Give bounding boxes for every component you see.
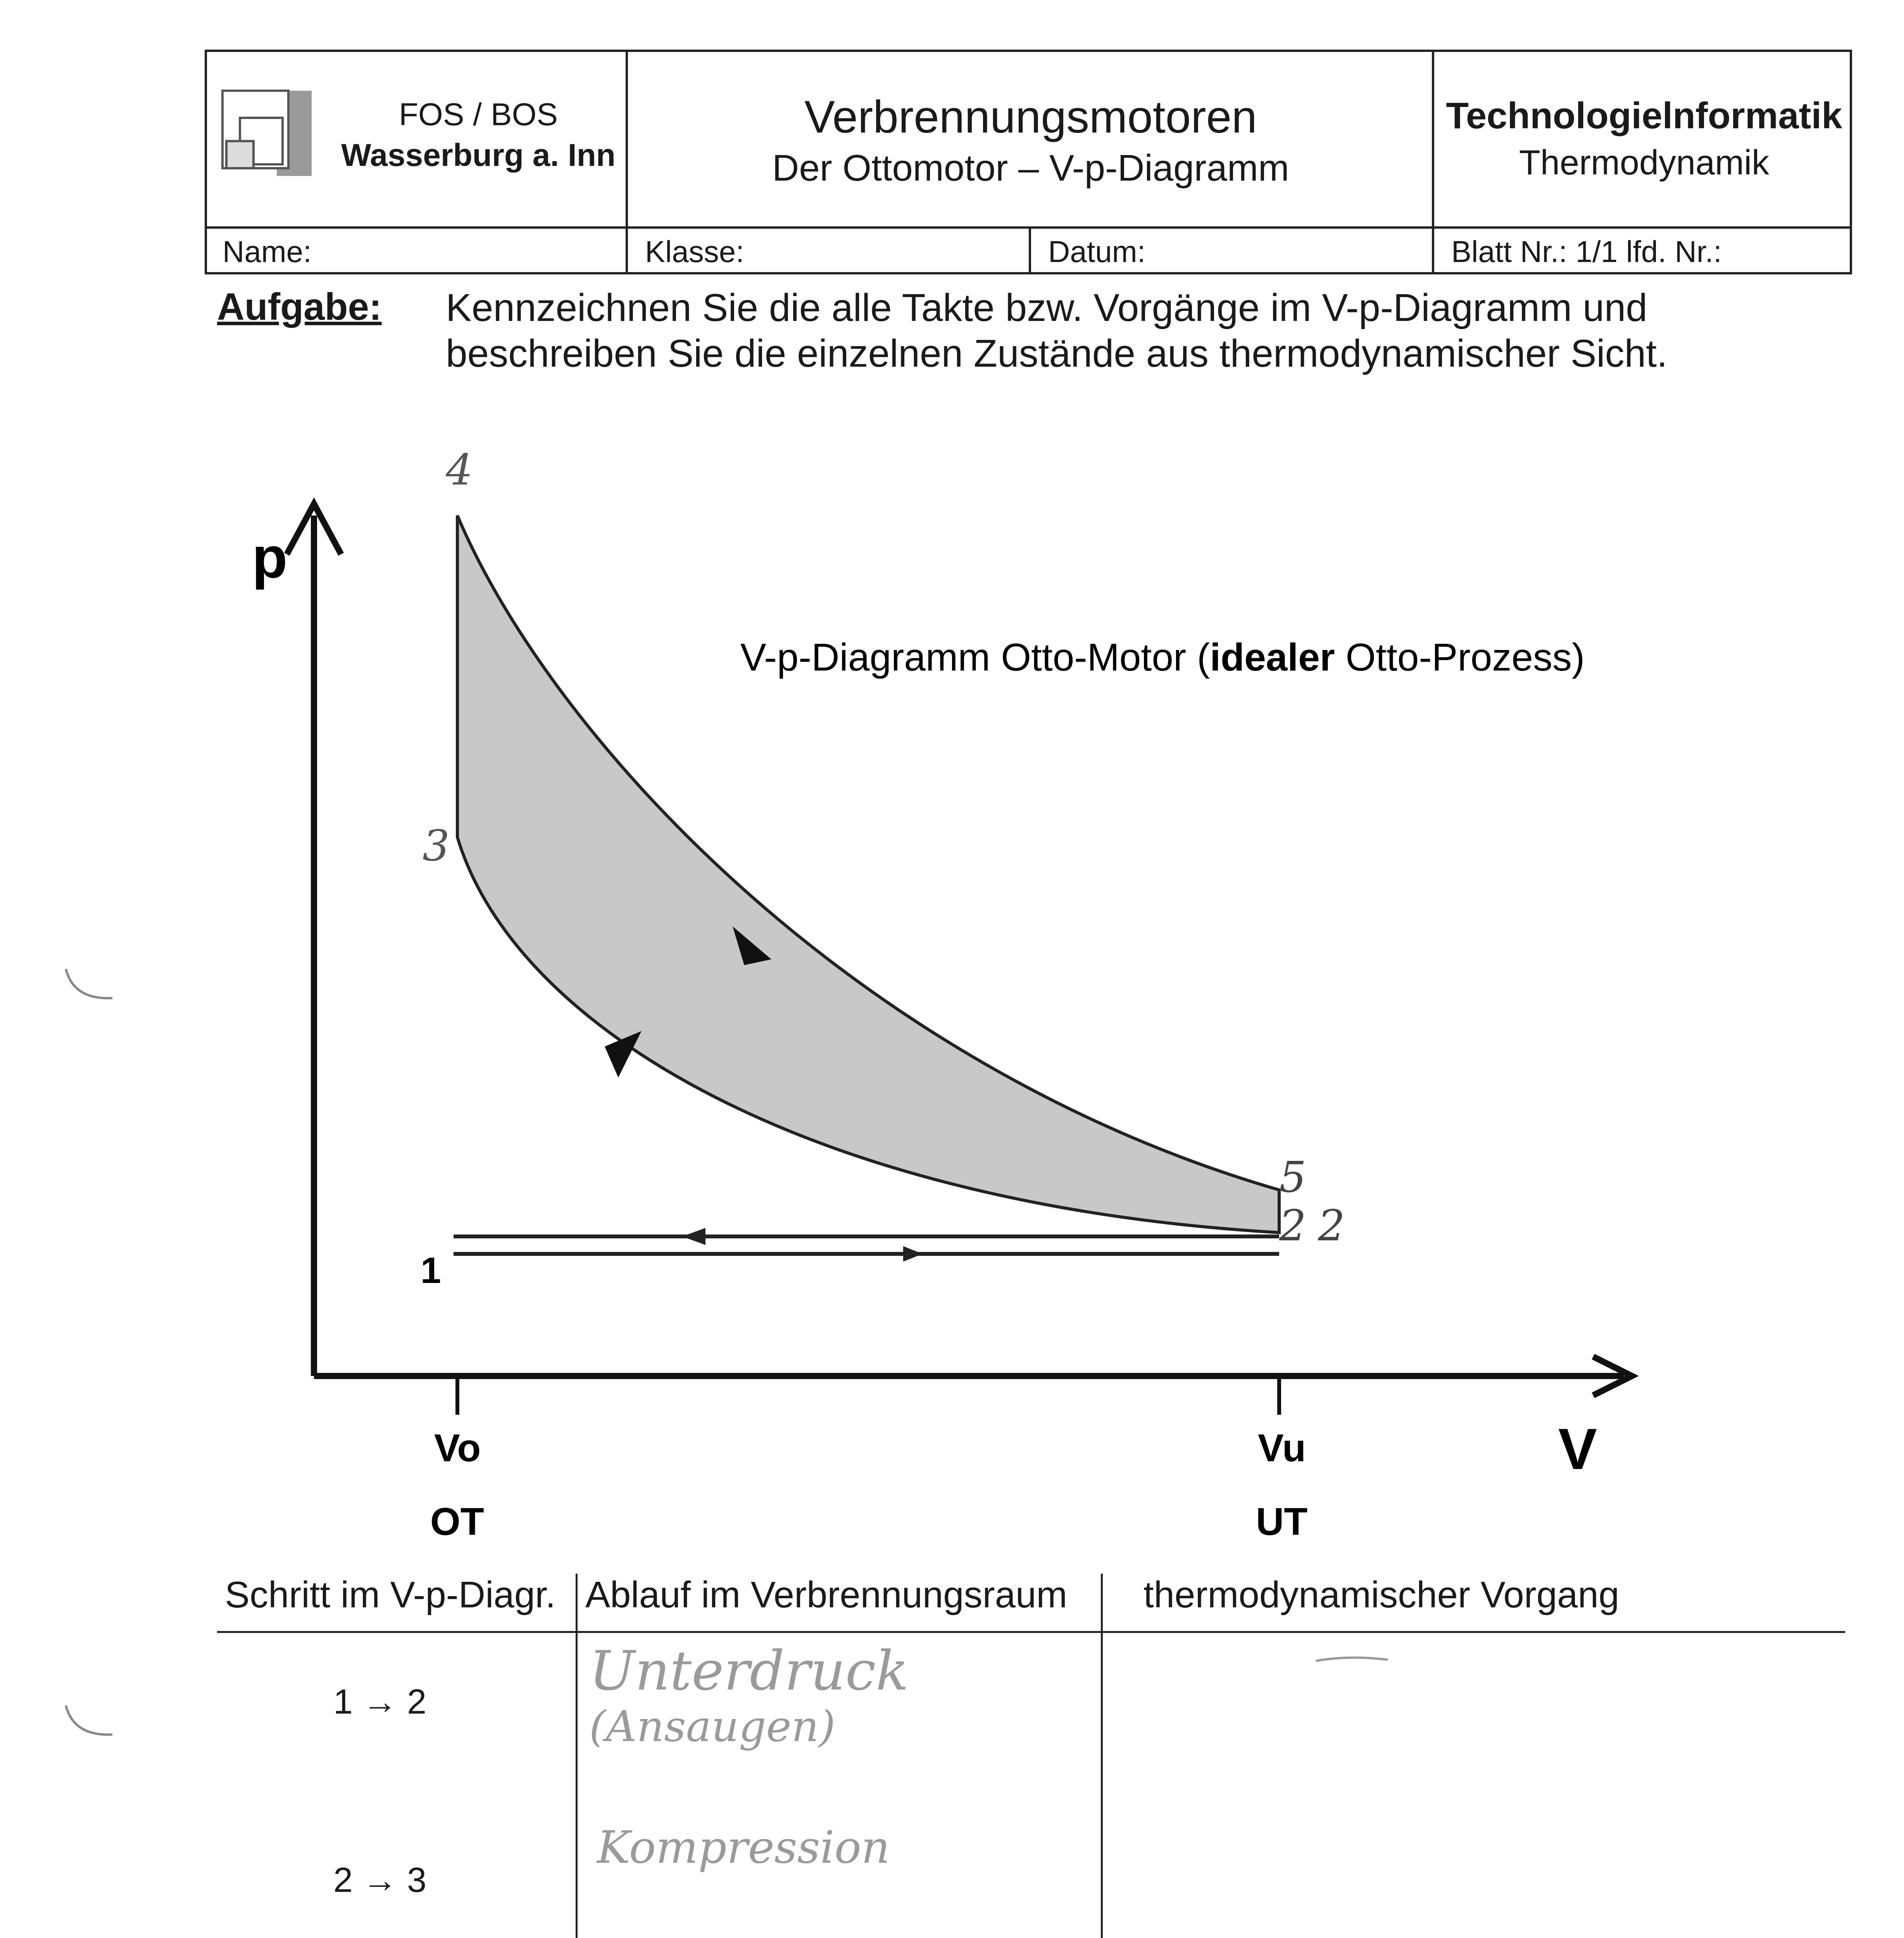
p-axis-label: p xyxy=(252,525,288,590)
table-header-rule xyxy=(217,1631,1845,1633)
table-header-step: Schritt im V-p-Diagr. xyxy=(225,1574,556,1616)
vu-label: Vu xyxy=(1258,1426,1306,1470)
vo-label: Vo xyxy=(434,1426,481,1470)
handwriting-ansaugen: (Ansaugen) xyxy=(589,1702,836,1751)
diagram-title-suffix: Otto-Prozess) xyxy=(1335,636,1585,679)
handwritten-point-3: 3 xyxy=(423,821,450,871)
step-1-2: 1 → 2 xyxy=(333,1683,427,1721)
diagram-title xyxy=(740,636,1585,679)
task-label: Aufgabe: xyxy=(217,285,382,328)
subject-title: Technologielnformatik xyxy=(1446,95,1842,136)
table-col-divider xyxy=(576,1574,578,1938)
diagram-title-bold: idealer xyxy=(1210,636,1335,679)
margin-mark xyxy=(58,961,116,1012)
subject-topic: Thermodynamik xyxy=(1519,143,1769,182)
table-header-process: Ablauf im Verbrennungsraum xyxy=(585,1574,1068,1616)
school-type: FOS / BOS xyxy=(398,97,558,132)
datum-field-label: Datum: xyxy=(1048,234,1146,269)
cycle-area xyxy=(457,516,1279,1233)
handwritten-point-4: 4 xyxy=(446,445,473,495)
school-logo-icon xyxy=(219,83,316,184)
header-box xyxy=(205,50,1852,274)
handwritten-point-2: 2 xyxy=(1279,1201,1306,1250)
header-field-divider xyxy=(1029,226,1031,272)
intake-arrow-icon xyxy=(903,1246,923,1262)
table-col-divider xyxy=(1101,1574,1103,1938)
step-2-3: 2 → 3 xyxy=(333,1861,427,1900)
klasse-field-label: Klasse: xyxy=(645,234,744,269)
diagram-title-prefix: V-p-Diagramm Otto-Motor ( xyxy=(740,636,1210,679)
vp-diagram xyxy=(0,426,1904,1589)
page-subtitle: Der Ottomotor – V-p-Diagramm xyxy=(772,147,1289,189)
handwriting-dash xyxy=(1314,1651,1392,1667)
exhaust-arrow-icon xyxy=(682,1228,705,1245)
header-col-divider xyxy=(626,52,628,272)
v-axis-label: V xyxy=(1558,1416,1597,1481)
handwriting-unterdruck: Unterdruck xyxy=(589,1640,909,1703)
handwritten-point-5: 5 xyxy=(1279,1152,1306,1202)
ot-label: OT xyxy=(430,1500,484,1543)
blatt-field-label: Blatt Nr.: 1/1 lfd. Nr.: xyxy=(1451,234,1722,269)
ut-label: UT xyxy=(1256,1500,1308,1543)
margin-mark xyxy=(58,1698,116,1748)
page-title: Verbrennungsmotoren xyxy=(804,91,1257,143)
table-header-thermo: thermodynamischer Vorgang xyxy=(1143,1574,1619,1616)
school-location: Wasserburg a. Inn xyxy=(341,138,616,173)
point-1-label: 1 xyxy=(421,1250,441,1291)
process-table xyxy=(217,1574,1845,1938)
task-text: Kennzeichnen Sie die alle Takte bzw. Vorgänge im V-p-Diagramm und beschreiben Sie die einzelnen Zustände aus thermodynamischer Sicht. xyxy=(446,286,1668,375)
header-divider xyxy=(207,226,1850,229)
handwriting-kompression: Kompression xyxy=(597,1822,890,1874)
handwritten-point-2-repeat: 2 xyxy=(1318,1201,1345,1250)
name-field-label: Name: xyxy=(222,234,312,269)
